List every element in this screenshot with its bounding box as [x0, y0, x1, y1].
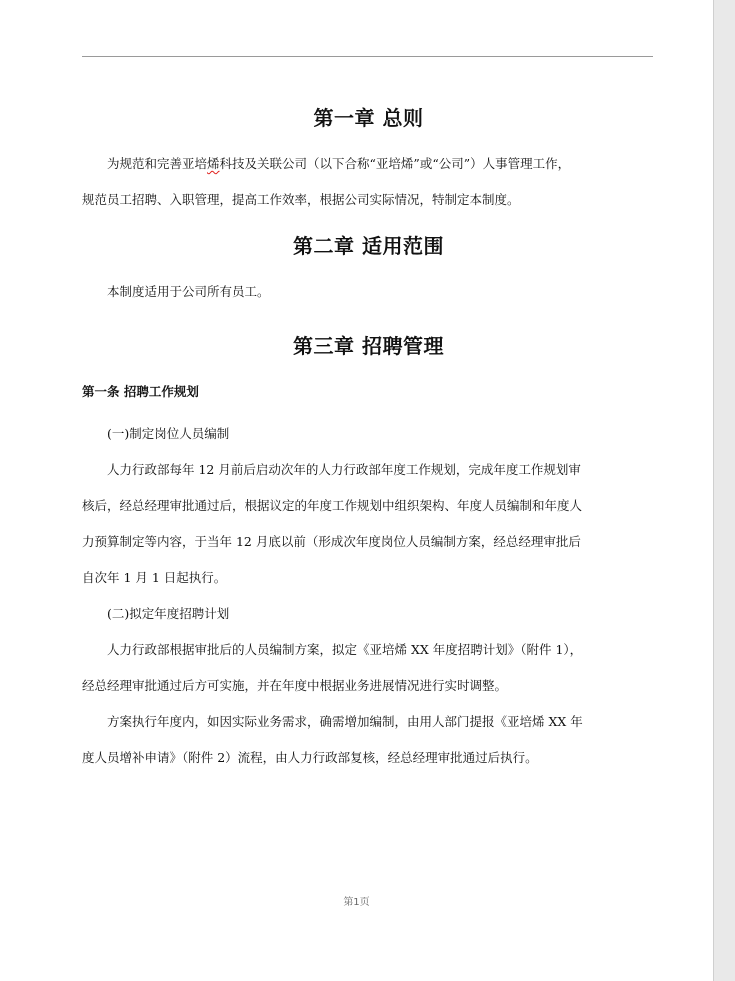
paragraph-line: 人力行政部根据审批后的人员编制方案，拟定《亚培烯 XX 年度招聘计划》（附件 1）， — [107, 642, 583, 657]
paragraph-line: 方案执行年度内，如因实际业务需求，确需增加编制，由用人部门提报《亚培烯 XX 年 — [107, 714, 583, 729]
paragraph-line: 度人员增补申请》（附件 2）流程，由人力行政部复核，经总经理审批通过后执行。 — [82, 750, 538, 765]
article-1-title: 第一条 招聘工作规划 — [82, 384, 199, 399]
section-1-heading: (一)制定岗位人员编制 — [107, 426, 230, 441]
page-number: 第1页 — [343, 897, 370, 908]
chapter-2-title: 第二章 适用范围 — [293, 234, 444, 258]
paragraph-line: 核后，经总经理审批通过后，根据议定的年度工作规划中组织架构、年度人员编制和年度人 — [82, 498, 583, 513]
chapter-2-paragraph — [82, 274, 655, 310]
section-2-heading: (二)拟定年度招聘计划 — [107, 606, 230, 621]
section-2-paragraph-2 — [82, 704, 655, 776]
document-body — [82, 96, 655, 776]
header-divider — [82, 56, 653, 57]
paragraph-line: 为规范和完善亚培烯科技及关联公司（以下合称“亚培烯”或“公司”）人事管理工作， — [107, 156, 571, 171]
chapter-1-paragraph — [82, 146, 655, 218]
paragraph-line: 经总经理审批通过后方可实施，并在年度中根据业务进展情况进行实时调整。 — [82, 678, 508, 693]
paragraph-line: 自次年 1 月 1 日起执行。 — [82, 570, 227, 585]
chapter-3-title: 第三章 招聘管理 — [293, 334, 444, 358]
section-1-paragraph — [82, 452, 655, 596]
section-2-paragraph-1 — [82, 632, 655, 704]
spellcheck-mark: 烯 — [207, 156, 220, 171]
chapter-1-title: 第一章 总则 — [313, 106, 424, 130]
paragraph-line: 力预算制定等内容，于当年 12 月底以前（形成次年度岗位人员编制方案，经总经理审批后 — [82, 534, 581, 549]
paragraph-line: 规范员工招聘、入职管理，提高工作效率，根据公司实际情况，特制定本制度。 — [82, 192, 520, 207]
paragraph-line: 人力行政部每年 12 月前后启动次年的人力行政部年度工作规划，完成年度工作规划审 — [107, 462, 581, 477]
paragraph-line: 本制度适用于公司所有员工。 — [107, 284, 270, 299]
